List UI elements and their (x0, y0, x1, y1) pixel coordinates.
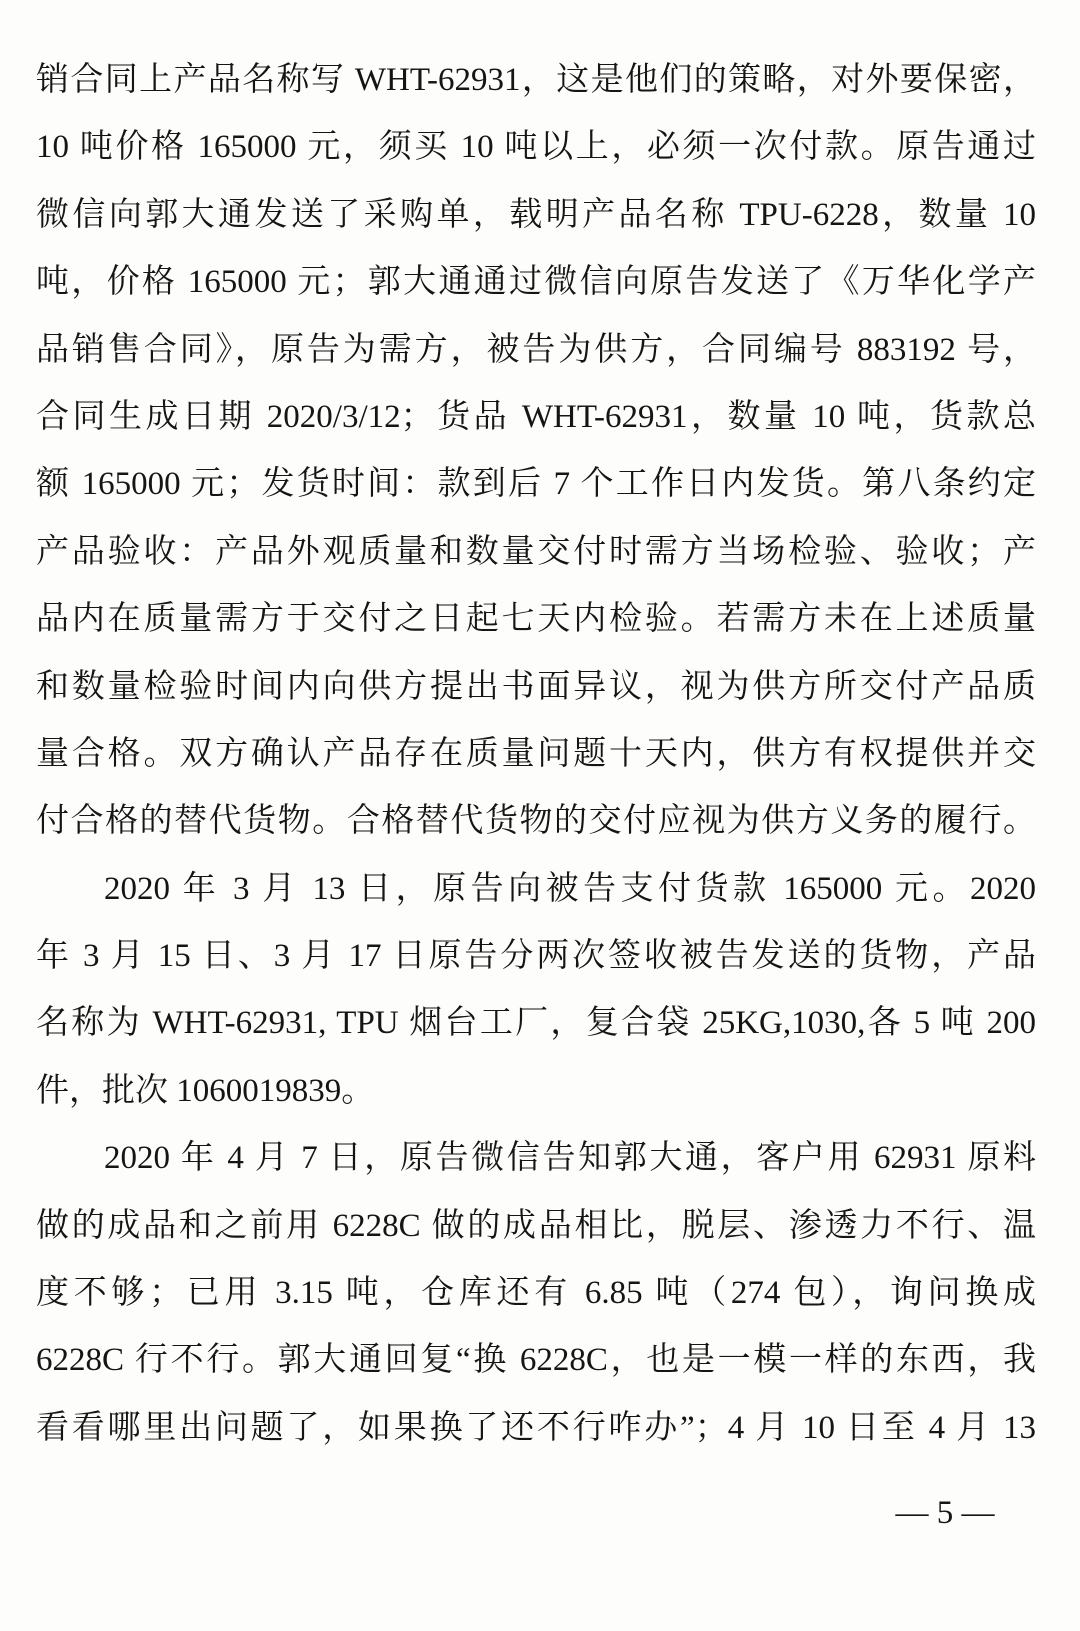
text-line: 合同生成日期 2020/3/12；货品 WHT-62931，数量 10 吨，货款总 (36, 398, 1036, 435)
text-line: 量合格。双方确认产品存在质量问题十天内，供方有权提供并交 (36, 735, 1036, 772)
text-line: 2020 年 3 月 13 日，原告向被告支付货款 165000 元。2020 (104, 870, 1036, 907)
text-line: 10 吨价格 165000 元，须买 10 吨以上，必须一次付款。原告通过 (36, 129, 1036, 166)
text-line: 做的成品和之前用 6228C 做的成品相比，脱层、渗透力不行、温 (36, 1207, 1036, 1244)
text-line: 产品验收：产品外观质量和数量交付时需方当场检验、验收；产 (36, 533, 1036, 570)
text-line: 年 3 月 15 日、3 月 17 日原告分两次签收被告发送的货物，产品 (36, 938, 1036, 975)
text-line: 和数量检验时间内向供方提出书面异议，视为供方所交付产品质 (36, 668, 1036, 705)
text-line: 件，批次 1060019839。 (36, 1072, 375, 1109)
page-number: — 5 — (895, 1495, 995, 1531)
text-line: 付合格的替代货物。合格替代货物的交付应视为供方义务的履行。 (36, 803, 1036, 840)
text-line: 销合同上产品名称写 WHT-62931，这是他们的策略，对外要保密， (36, 62, 1036, 98)
paragraph-continued (36, 47, 1036, 856)
text-line: 名称为 WHT-62931, TPU 烟台工厂，复合袋 25KG,1030,各 5 吨 200 (36, 1005, 1036, 1042)
document-body (36, 47, 1036, 1462)
text-line: 微信向郭大通发送了采购单，载明产品名称 TPU-6228，数量 10 (36, 196, 1036, 233)
paragraph-quality-complaint (36, 1125, 1036, 1462)
text-line: 吨，价格 165000 元；郭大通通过微信向原告发送了《万华化学产 (36, 264, 1036, 301)
paragraph-payment-receipt (36, 856, 1036, 1126)
text-line: 2020 年 4 月 7 日，原告微信告知郭大通，客户用 62931 原料 (104, 1140, 1036, 1177)
text-line: 度不够；已用 3.15 吨，仓库还有 6.85 吨（274 包），询问换成 (36, 1275, 1037, 1312)
text-line: 看看哪里出问题了，如果换了还不行咋办”；4 月 10 日至 4 月 13 (36, 1409, 1036, 1446)
text-line: 品内在质量需方于交付之日起七天内检验。若需方未在上述质量 (36, 601, 1036, 638)
text-line: 6228C 行不行。郭大通回复“换 6228C，也是一模一样的东西，我 (36, 1342, 1036, 1379)
text-line: 额 165000 元；发货时间：款到后 7 个工作日内发货。第八条约定 (36, 466, 1036, 503)
text-line: 品销售合同》，原告为需方，被告为供方，合同编号 883192 号， (36, 331, 1036, 368)
